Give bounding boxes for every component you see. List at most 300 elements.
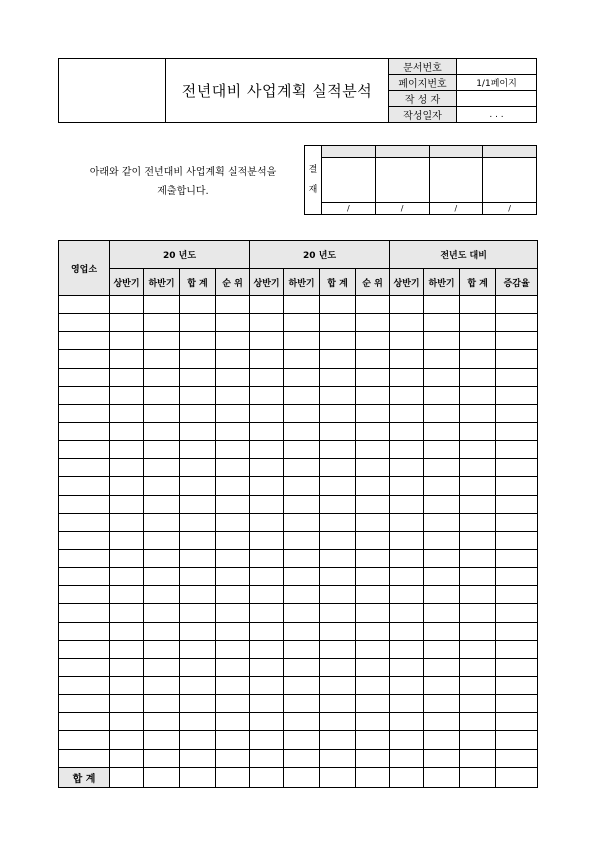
value-cell[interactable] [496, 604, 538, 622]
value-cell[interactable] [110, 350, 144, 368]
value-cell[interactable] [250, 477, 284, 495]
office-cell[interactable] [59, 441, 110, 459]
value-cell[interactable] [320, 531, 356, 549]
value-cell[interactable] [460, 676, 496, 694]
value-cell[interactable] [216, 676, 250, 694]
value-cell[interactable] [284, 549, 320, 567]
value-cell[interactable] [284, 640, 320, 658]
value-cell[interactable] [356, 549, 390, 567]
value-cell[interactable] [496, 386, 538, 404]
value-cell[interactable] [110, 368, 144, 386]
value-cell[interactable] [496, 658, 538, 676]
value-cell[interactable] [284, 459, 320, 477]
value-cell[interactable] [110, 549, 144, 567]
value-cell[interactable] [250, 513, 284, 531]
value-cell[interactable] [216, 622, 250, 640]
value-cell[interactable] [320, 586, 356, 604]
value-cell[interactable] [180, 695, 216, 713]
total-cell[interactable] [144, 767, 180, 787]
value-cell[interactable] [460, 296, 496, 314]
value-cell[interactable] [496, 314, 538, 332]
value-cell[interactable] [390, 713, 424, 731]
value-cell[interactable] [496, 404, 538, 422]
value-cell[interactable] [284, 622, 320, 640]
approval-sign-2[interactable] [375, 158, 429, 203]
office-cell[interactable] [59, 658, 110, 676]
value-cell[interactable] [460, 495, 496, 513]
value-cell[interactable] [284, 676, 320, 694]
value-cell[interactable] [320, 749, 356, 767]
value-cell[interactable] [390, 604, 424, 622]
office-cell[interactable] [59, 731, 110, 749]
value-cell[interactable] [320, 441, 356, 459]
value-cell[interactable] [144, 586, 180, 604]
value-cell[interactable] [390, 296, 424, 314]
value-cell[interactable] [216, 296, 250, 314]
total-cell[interactable] [216, 767, 250, 787]
value-cell[interactable] [496, 296, 538, 314]
total-cell[interactable] [356, 767, 390, 787]
value-cell[interactable] [320, 622, 356, 640]
value-cell[interactable] [250, 368, 284, 386]
value-cell[interactable] [460, 441, 496, 459]
value-cell[interactable] [356, 604, 390, 622]
value-cell[interactable] [216, 531, 250, 549]
value-cell[interactable] [284, 749, 320, 767]
value-cell[interactable] [284, 368, 320, 386]
value-cell[interactable] [216, 495, 250, 513]
value-cell[interactable] [250, 658, 284, 676]
value-cell[interactable] [356, 749, 390, 767]
value-cell[interactable] [216, 477, 250, 495]
value-cell[interactable] [216, 386, 250, 404]
office-cell[interactable] [59, 332, 110, 350]
value-cell[interactable] [144, 549, 180, 567]
value-cell[interactable] [144, 296, 180, 314]
value-cell[interactable] [250, 749, 284, 767]
value-cell[interactable] [250, 404, 284, 422]
value-cell[interactable] [356, 368, 390, 386]
value-cell[interactable] [460, 749, 496, 767]
value-cell[interactable] [460, 368, 496, 386]
value-cell[interactable] [110, 531, 144, 549]
value-cell[interactable] [144, 513, 180, 531]
value-cell[interactable] [110, 568, 144, 586]
value-cell[interactable] [180, 332, 216, 350]
value-cell[interactable] [390, 586, 424, 604]
value-cell[interactable] [320, 386, 356, 404]
value-cell[interactable] [110, 749, 144, 767]
value-cell[interactable] [390, 332, 424, 350]
doc-number-value[interactable] [457, 59, 537, 75]
value-cell[interactable] [250, 314, 284, 332]
value-cell[interactable] [320, 332, 356, 350]
office-cell[interactable] [59, 422, 110, 440]
value-cell[interactable] [424, 658, 460, 676]
value-cell[interactable] [250, 713, 284, 731]
value-cell[interactable] [460, 713, 496, 731]
value-cell[interactable] [216, 422, 250, 440]
value-cell[interactable] [460, 513, 496, 531]
value-cell[interactable] [110, 495, 144, 513]
value-cell[interactable] [216, 749, 250, 767]
value-cell[interactable] [216, 713, 250, 731]
value-cell[interactable] [284, 713, 320, 731]
value-cell[interactable] [496, 350, 538, 368]
value-cell[interactable] [250, 676, 284, 694]
value-cell[interactable] [110, 640, 144, 658]
office-cell[interactable] [59, 622, 110, 640]
value-cell[interactable] [110, 459, 144, 477]
value-cell[interactable] [284, 404, 320, 422]
value-cell[interactable] [284, 604, 320, 622]
value-cell[interactable] [460, 568, 496, 586]
value-cell[interactable] [424, 676, 460, 694]
value-cell[interactable] [424, 513, 460, 531]
approval-date-1[interactable]: / [322, 203, 376, 215]
value-cell[interactable] [390, 477, 424, 495]
value-cell[interactable] [460, 332, 496, 350]
office-cell[interactable] [59, 640, 110, 658]
value-cell[interactable] [144, 676, 180, 694]
value-cell[interactable] [110, 386, 144, 404]
value-cell[interactable] [284, 731, 320, 749]
office-cell[interactable] [59, 350, 110, 368]
value-cell[interactable] [356, 622, 390, 640]
value-cell[interactable] [424, 749, 460, 767]
value-cell[interactable] [424, 477, 460, 495]
value-cell[interactable] [250, 568, 284, 586]
value-cell[interactable] [356, 314, 390, 332]
value-cell[interactable] [144, 495, 180, 513]
value-cell[interactable] [110, 695, 144, 713]
value-cell[interactable] [284, 332, 320, 350]
value-cell[interactable] [460, 350, 496, 368]
value-cell[interactable] [356, 350, 390, 368]
value-cell[interactable] [496, 368, 538, 386]
value-cell[interactable] [144, 386, 180, 404]
office-cell[interactable] [59, 404, 110, 422]
value-cell[interactable] [496, 676, 538, 694]
office-cell[interactable] [59, 549, 110, 567]
value-cell[interactable] [424, 531, 460, 549]
value-cell[interactable] [250, 549, 284, 567]
office-cell[interactable] [59, 713, 110, 731]
value-cell[interactable] [144, 368, 180, 386]
value-cell[interactable] [144, 332, 180, 350]
value-cell[interactable] [284, 422, 320, 440]
value-cell[interactable] [390, 676, 424, 694]
value-cell[interactable] [180, 296, 216, 314]
total-cell[interactable] [180, 767, 216, 787]
value-cell[interactable] [250, 441, 284, 459]
value-cell[interactable] [250, 459, 284, 477]
value-cell[interactable] [424, 495, 460, 513]
value-cell[interactable] [460, 658, 496, 676]
office-cell[interactable] [59, 296, 110, 314]
value-cell[interactable] [496, 549, 538, 567]
value-cell[interactable] [216, 568, 250, 586]
value-cell[interactable] [424, 368, 460, 386]
value-cell[interactable] [356, 477, 390, 495]
value-cell[interactable] [460, 422, 496, 440]
value-cell[interactable] [250, 350, 284, 368]
value-cell[interactable] [356, 713, 390, 731]
value-cell[interactable] [216, 441, 250, 459]
value-cell[interactable] [320, 368, 356, 386]
value-cell[interactable] [424, 604, 460, 622]
value-cell[interactable] [320, 422, 356, 440]
value-cell[interactable] [496, 531, 538, 549]
office-cell[interactable] [59, 676, 110, 694]
value-cell[interactable] [180, 459, 216, 477]
value-cell[interactable] [144, 422, 180, 440]
value-cell[interactable] [284, 568, 320, 586]
value-cell[interactable] [356, 568, 390, 586]
value-cell[interactable] [144, 640, 180, 658]
value-cell[interactable] [216, 350, 250, 368]
value-cell[interactable] [320, 731, 356, 749]
value-cell[interactable] [356, 459, 390, 477]
total-cell[interactable] [250, 767, 284, 787]
value-cell[interactable] [110, 513, 144, 531]
value-cell[interactable] [180, 404, 216, 422]
value-cell[interactable] [390, 749, 424, 767]
approval-sign-4[interactable] [483, 158, 537, 203]
value-cell[interactable] [496, 731, 538, 749]
value-cell[interactable] [284, 441, 320, 459]
value-cell[interactable] [180, 314, 216, 332]
value-cell[interactable] [250, 495, 284, 513]
date-value[interactable]: . . . [457, 107, 537, 123]
value-cell[interactable] [356, 332, 390, 350]
value-cell[interactable] [216, 586, 250, 604]
value-cell[interactable] [356, 422, 390, 440]
value-cell[interactable] [424, 332, 460, 350]
value-cell[interactable] [320, 495, 356, 513]
value-cell[interactable] [180, 731, 216, 749]
value-cell[interactable] [460, 531, 496, 549]
value-cell[interactable] [216, 368, 250, 386]
value-cell[interactable] [390, 459, 424, 477]
value-cell[interactable] [320, 549, 356, 567]
office-cell[interactable] [59, 749, 110, 767]
value-cell[interactable] [390, 622, 424, 640]
value-cell[interactable] [144, 350, 180, 368]
value-cell[interactable] [180, 586, 216, 604]
office-cell[interactable] [59, 368, 110, 386]
value-cell[interactable] [180, 531, 216, 549]
value-cell[interactable] [180, 713, 216, 731]
value-cell[interactable] [216, 640, 250, 658]
value-cell[interactable] [424, 350, 460, 368]
value-cell[interactable] [356, 404, 390, 422]
value-cell[interactable] [424, 549, 460, 567]
value-cell[interactable] [424, 296, 460, 314]
total-cell[interactable] [460, 767, 496, 787]
office-cell[interactable] [59, 314, 110, 332]
value-cell[interactable] [180, 350, 216, 368]
value-cell[interactable] [144, 404, 180, 422]
value-cell[interactable] [284, 296, 320, 314]
value-cell[interactable] [390, 386, 424, 404]
value-cell[interactable] [144, 604, 180, 622]
value-cell[interactable] [424, 695, 460, 713]
value-cell[interactable] [110, 477, 144, 495]
value-cell[interactable] [320, 676, 356, 694]
value-cell[interactable] [320, 513, 356, 531]
value-cell[interactable] [144, 713, 180, 731]
value-cell[interactable] [320, 604, 356, 622]
value-cell[interactable] [460, 731, 496, 749]
value-cell[interactable] [460, 586, 496, 604]
value-cell[interactable] [320, 404, 356, 422]
value-cell[interactable] [424, 731, 460, 749]
author-value[interactable] [457, 91, 537, 107]
value-cell[interactable] [250, 386, 284, 404]
value-cell[interactable] [284, 495, 320, 513]
value-cell[interactable] [284, 586, 320, 604]
value-cell[interactable] [216, 658, 250, 676]
value-cell[interactable] [250, 695, 284, 713]
value-cell[interactable] [356, 513, 390, 531]
value-cell[interactable] [144, 658, 180, 676]
value-cell[interactable] [496, 477, 538, 495]
value-cell[interactable] [320, 658, 356, 676]
value-cell[interactable] [496, 713, 538, 731]
value-cell[interactable] [144, 749, 180, 767]
value-cell[interactable] [460, 404, 496, 422]
value-cell[interactable] [144, 622, 180, 640]
value-cell[interactable] [110, 404, 144, 422]
value-cell[interactable] [460, 477, 496, 495]
value-cell[interactable] [284, 314, 320, 332]
value-cell[interactable] [180, 422, 216, 440]
value-cell[interactable] [110, 332, 144, 350]
value-cell[interactable] [496, 513, 538, 531]
value-cell[interactable] [390, 314, 424, 332]
value-cell[interactable] [356, 296, 390, 314]
value-cell[interactable] [356, 441, 390, 459]
office-cell[interactable] [59, 695, 110, 713]
value-cell[interactable] [390, 531, 424, 549]
value-cell[interactable] [390, 640, 424, 658]
value-cell[interactable] [460, 459, 496, 477]
value-cell[interactable] [180, 622, 216, 640]
value-cell[interactable] [110, 731, 144, 749]
value-cell[interactable] [390, 513, 424, 531]
value-cell[interactable] [284, 386, 320, 404]
value-cell[interactable] [460, 622, 496, 640]
value-cell[interactable] [356, 658, 390, 676]
value-cell[interactable] [250, 586, 284, 604]
value-cell[interactable] [180, 441, 216, 459]
total-cell[interactable] [284, 767, 320, 787]
value-cell[interactable] [390, 549, 424, 567]
value-cell[interactable] [390, 441, 424, 459]
approval-date-3[interactable]: / [429, 203, 483, 215]
office-cell[interactable] [59, 459, 110, 477]
value-cell[interactable] [180, 676, 216, 694]
value-cell[interactable] [250, 422, 284, 440]
value-cell[interactable] [144, 314, 180, 332]
value-cell[interactable] [180, 368, 216, 386]
value-cell[interactable] [390, 658, 424, 676]
value-cell[interactable] [424, 441, 460, 459]
value-cell[interactable] [424, 568, 460, 586]
value-cell[interactable] [460, 549, 496, 567]
value-cell[interactable] [356, 695, 390, 713]
value-cell[interactable] [496, 622, 538, 640]
value-cell[interactable] [460, 314, 496, 332]
value-cell[interactable] [250, 622, 284, 640]
value-cell[interactable] [180, 495, 216, 513]
value-cell[interactable] [390, 368, 424, 386]
value-cell[interactable] [180, 749, 216, 767]
value-cell[interactable] [216, 404, 250, 422]
value-cell[interactable] [216, 604, 250, 622]
value-cell[interactable] [216, 731, 250, 749]
value-cell[interactable] [496, 441, 538, 459]
value-cell[interactable] [356, 386, 390, 404]
value-cell[interactable] [424, 422, 460, 440]
value-cell[interactable] [110, 314, 144, 332]
value-cell[interactable] [320, 695, 356, 713]
value-cell[interactable] [320, 350, 356, 368]
value-cell[interactable] [496, 586, 538, 604]
value-cell[interactable] [110, 658, 144, 676]
value-cell[interactable] [110, 586, 144, 604]
value-cell[interactable] [496, 568, 538, 586]
value-cell[interactable] [250, 332, 284, 350]
value-cell[interactable] [216, 695, 250, 713]
office-cell[interactable] [59, 477, 110, 495]
value-cell[interactable] [390, 695, 424, 713]
value-cell[interactable] [460, 695, 496, 713]
value-cell[interactable] [320, 568, 356, 586]
value-cell[interactable] [144, 459, 180, 477]
value-cell[interactable] [424, 386, 460, 404]
value-cell[interactable] [320, 459, 356, 477]
value-cell[interactable] [180, 549, 216, 567]
value-cell[interactable] [356, 586, 390, 604]
approval-sign-3[interactable] [429, 158, 483, 203]
value-cell[interactable] [144, 477, 180, 495]
value-cell[interactable] [144, 568, 180, 586]
value-cell[interactable] [356, 731, 390, 749]
value-cell[interactable] [424, 622, 460, 640]
value-cell[interactable] [180, 640, 216, 658]
total-cell[interactable] [390, 767, 424, 787]
value-cell[interactable] [390, 495, 424, 513]
value-cell[interactable] [424, 640, 460, 658]
value-cell[interactable] [320, 713, 356, 731]
value-cell[interactable] [424, 459, 460, 477]
value-cell[interactable] [424, 314, 460, 332]
value-cell[interactable] [216, 513, 250, 531]
value-cell[interactable] [144, 531, 180, 549]
value-cell[interactable] [144, 731, 180, 749]
value-cell[interactable] [180, 386, 216, 404]
office-cell[interactable] [59, 531, 110, 549]
office-cell[interactable] [59, 495, 110, 513]
value-cell[interactable] [460, 386, 496, 404]
value-cell[interactable] [216, 332, 250, 350]
value-cell[interactable] [110, 441, 144, 459]
value-cell[interactable] [496, 459, 538, 477]
value-cell[interactable] [144, 695, 180, 713]
value-cell[interactable] [356, 495, 390, 513]
